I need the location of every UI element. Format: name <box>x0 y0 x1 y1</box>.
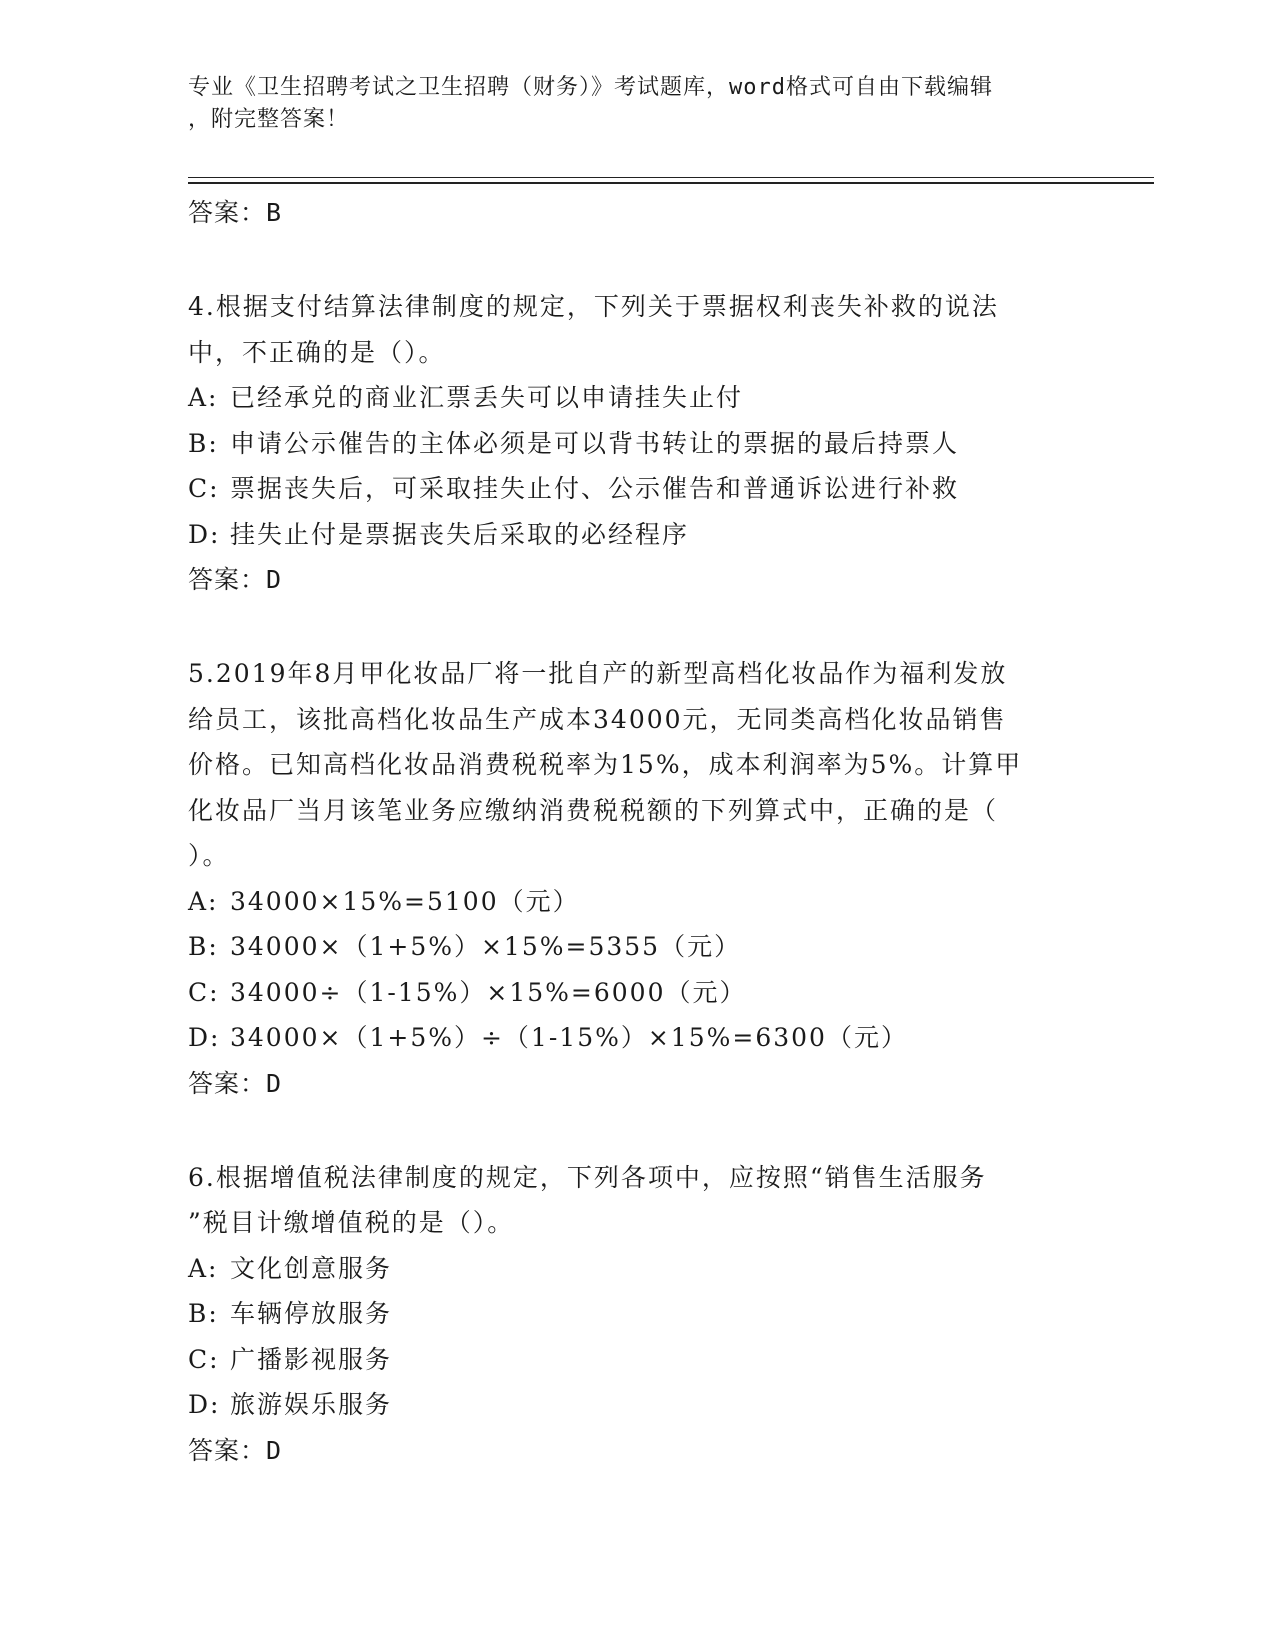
option-a <box>188 375 1068 421</box>
option-text: 文化创意服务 <box>230 1253 393 1283</box>
option-a <box>188 1246 1068 1292</box>
question-text: 5.2019年8月甲化妆品厂将一批自产的新型高档化妆品作为福利发放 <box>188 659 1008 688</box>
option-letter: C: <box>188 474 220 503</box>
option-letter: D: <box>188 1390 221 1419</box>
option-c <box>188 1337 1068 1383</box>
question-text: 化妆品厂当月该笔业务应缴纳消费税税额的下列算式中，正确的是（ <box>188 795 999 825</box>
question-6 <box>188 1155 1068 1474</box>
option-letter: A: <box>188 1253 219 1283</box>
answer-line: 答案：D <box>188 565 283 594</box>
option-text: 车辆停放服务 <box>230 1299 393 1328</box>
option-c <box>188 970 1068 1016</box>
question-text: ”税目计缴增值税的是（）。 <box>188 1208 515 1237</box>
question-text: 价格。已知高档化妆品消费税税率为15%，成本利润率为5%。计算甲 <box>188 750 1023 779</box>
option-text: 34000÷（1-15%）×15%=6000（元） <box>230 977 747 1007</box>
answer-line: 答案：D <box>188 1435 283 1465</box>
header-line-1: 专业《卫生招聘考试之卫生招聘（财务）》考试题库，word格式可自由下载编辑 <box>188 75 993 100</box>
option-letter: D: <box>188 1023 221 1052</box>
option-text: 广播影视服务 <box>230 1344 393 1374</box>
option-b <box>188 1291 1068 1337</box>
question-text: 6.根据增值税法律制度的规定，下列各项中，应按照“销售生活服务 <box>188 1162 987 1192</box>
option-d <box>188 1015 1068 1061</box>
question-4 <box>188 284 1068 603</box>
page-header <box>188 72 1068 136</box>
option-letter: A: <box>188 383 219 412</box>
document-body <box>188 190 1068 1474</box>
option-letter: C: <box>188 1344 220 1374</box>
option-text: 34000×（1+5%）÷（1-15%）×15%=6300（元） <box>230 1023 908 1052</box>
option-letter: B: <box>188 1299 219 1328</box>
option-b <box>188 421 1068 467</box>
option-text: 34000×（1+5%）×15%=5355（元） <box>230 932 742 961</box>
answer-line-question-3: 答案：B <box>188 198 283 227</box>
header-divider-thin <box>188 177 1154 178</box>
option-text: 已经承兑的商业汇票丢失可以申请挂失止付 <box>230 383 744 412</box>
answer-line: 答案：D <box>188 1068 283 1098</box>
option-b <box>188 924 1068 970</box>
option-text: 34000×15%=5100（元） <box>230 886 580 916</box>
option-letter: B: <box>188 428 219 458</box>
option-letter: A: <box>188 886 219 916</box>
option-text: 票据丧失后，可采取挂失止付、公示催告和普通诉讼进行补救 <box>230 474 960 503</box>
question-text: 中，不正确的是（）。 <box>188 337 446 367</box>
header-line-2: ，附完整答案！ <box>188 107 350 132</box>
header-divider-thick <box>188 182 1154 184</box>
option-text: 挂失止付是票据丧失后采取的必经程序 <box>230 519 690 549</box>
option-c <box>188 466 1068 512</box>
option-a <box>188 879 1068 925</box>
option-d <box>188 1382 1068 1428</box>
option-text: 旅游娱乐服务 <box>230 1390 393 1419</box>
question-text: 给员工，该批高档化妆品生产成本34000元，无同类高档化妆品销售 <box>188 704 1007 734</box>
question-text: 4.根据支付结算法律制度的规定，下列关于票据权利丧失补救的说法 <box>188 292 999 321</box>
option-letter: B: <box>188 932 219 961</box>
option-letter: D: <box>188 519 221 549</box>
option-d <box>188 512 1068 558</box>
option-text: 申请公示催告的主体必须是可以背书转让的票据的最后持票人 <box>230 428 960 458</box>
question-text: ）。 <box>188 841 230 870</box>
option-letter: C: <box>188 977 220 1007</box>
question-5 <box>188 651 1068 1107</box>
